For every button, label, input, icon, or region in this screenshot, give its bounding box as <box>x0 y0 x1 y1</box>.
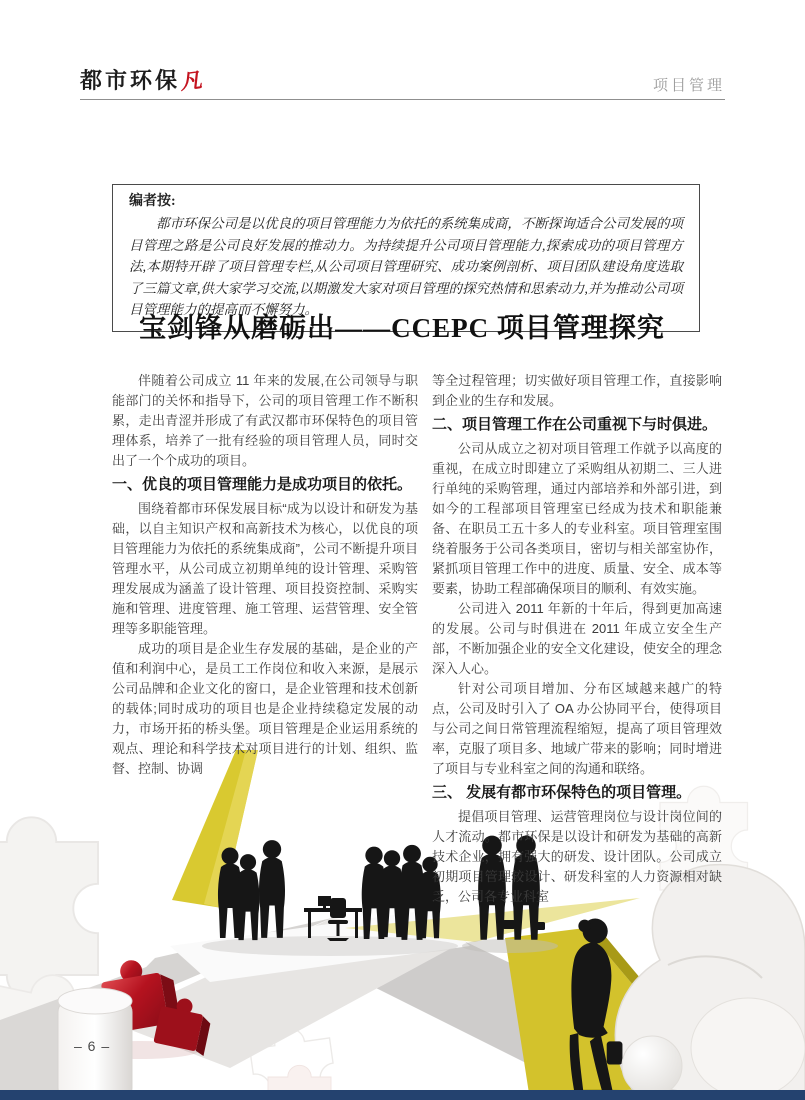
paragraph: 公司进入 2011 年新的十年后，得到更加高速的发展。公司与时俱进在 2011 年成立安全生产部，不断加强企业的安全文化建设，使安全的理念深入人心。 <box>432 601 722 676</box>
paragraph: 成功的项目是企业生存发展的基础，是企业的产值和利润中心，是员工工作岗位和收入来源，是展示公司品牌和企业文化的窗口，是企业管理和技术创新的载体;同时成功的项目也是企业持续稳定发展的动力，市场开拓的桥头堡。项目管理是企业运用系统的观点、理论和科学技术对项目进行的计划、组织、监督、控制、协调 <box>112 641 418 776</box>
footer-bar <box>0 1090 805 1100</box>
paragraph: 公司从成立之初对项目管理工作就予以高度的重视，在成立时即建立了采购组从初期二、三人进行单纯的采购管理，通过内部培养和外部引进，到如今的工程部项目管理室已经成为技术和职能兼备、在职员工五十多人的专业科室。项目管理室围绕着服务于公司各类项目，密切与相关部室协作，紧抓项目管理工作中的进度、质量、安全、成本等要素，协助工程部确保项目的顺利、有效实施。 <box>432 441 722 596</box>
magazine-logo-text: 都市环保 <box>80 68 181 93</box>
article-columns <box>112 371 722 907</box>
page-number: – 6 – <box>74 1038 111 1054</box>
paragraph: 针对公司项目增加、分布区域越来越广的特点，公司及时引入了 OA 办公协同平台，使得项目与公司之间日常管理流程缩短，提高了项目管理效率，克服了项目多、地域广带来的影响；同时增进了项目与专业科室之间的沟通和联络。 <box>432 681 722 776</box>
section-label: 项目管理 <box>652 77 725 94</box>
section-heading-3: 三、 发展有都市环保特色的项目管理。 <box>432 784 692 801</box>
paragraph: 围绕着都市环保发展目标“成为以设计和研发为基础，以自主知识产权和高新技术为核心，以优良的项目管理能力为依托的系统集成商”，公司不断提升项目管理水平，从公司成立初期单纯的设计管理、采购管理发展成为涵盖了设计管理、项目投资控制、采购实施和管理、进度管理、施工管理、运营管理、安全管理等多职能管理。 <box>112 501 418 636</box>
editor-note-label: 编者按: <box>129 194 176 209</box>
article-title: 宝剑锋从磨砺出——CCEPC 项目管理探究 <box>139 313 665 343</box>
section-heading-1: 一、优良的项目管理能力是成功项目的依托。 <box>112 476 413 493</box>
paragraph: 等全过程管理；切实做好项目管理工作，直接影响到企业的生存和发展。 <box>432 373 722 408</box>
editor-note-body: 都市环保公司是以优良的项目管理能力为依托的系统集成商，不断探询适合公司发展的项目管理之路是公司良好发展的推动力。为持续提升公司项目管理能力,探索成功的项目管理方法,本期特开辟了项目管理专栏,从公司项目管理研究、成功案例剖析、项目团队建设角度选取了三篇文章,供大家学习交流,以期激发大家对项目管理的探究热情和思索动力,并为推动公司项目管理能力的提高而不懈努力。 <box>129 216 683 317</box>
section-heading-2: 二、项目管理工作在公司重视下与时俱进。 <box>432 416 718 433</box>
left-column <box>112 371 418 907</box>
logo-seal-icon: 凡 <box>180 67 205 95</box>
paragraph: 伴随着公司成立 11 年来的发展,在公司领导与职能部门的关怀和指导下，公司的项目管理工作不断积累，走出青涩并形成了有武汉都市环保特色的项目管理体系，培养了一批有经验的项目管理人员，同时交出了一个个成功的项目。 <box>112 373 418 468</box>
paragraph: 提倡项目管理、运营管理岗位与设计岗位间的人才流动。都市环保是以设计和研发为基础的高新技术企业，拥有强大的研发、设计团队。公司成立初期项目管理较设计、研发科室的人力资源相对缺乏，公司各专业科室 <box>432 809 722 904</box>
right-column <box>432 371 722 907</box>
magazine-logo <box>80 64 203 95</box>
page-header <box>80 60 725 100</box>
